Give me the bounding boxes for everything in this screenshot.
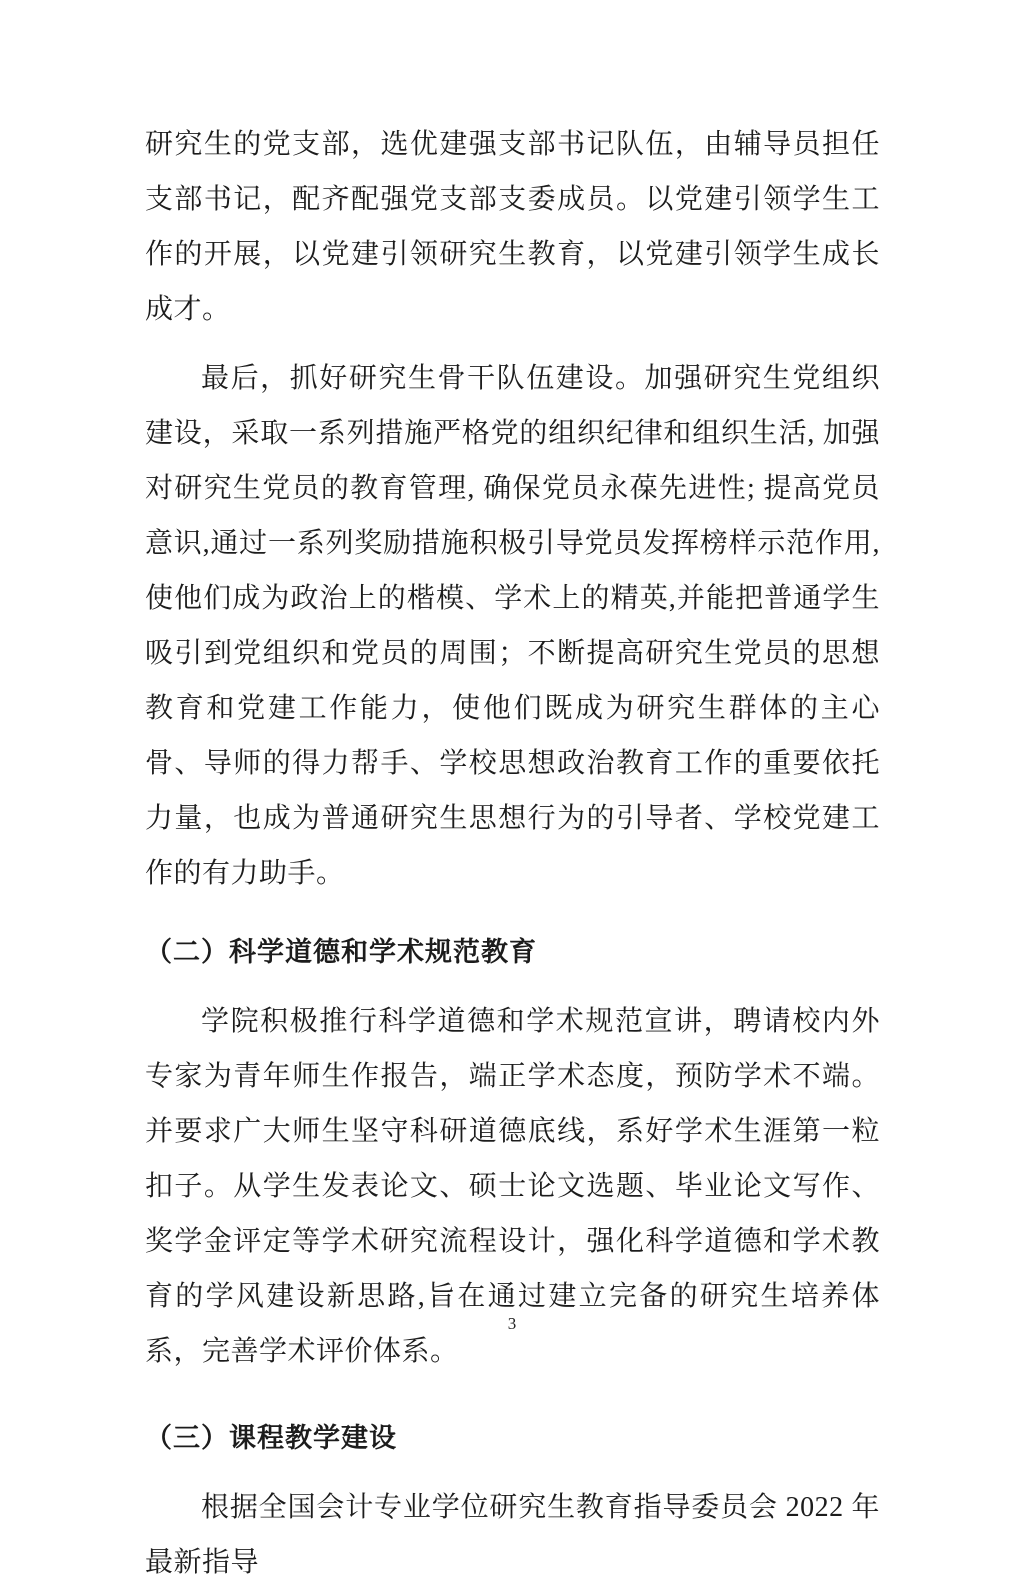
body-paragraph-academic-ethics: 学院积极推行科学道德和学术规范宣讲，聘请校内外专家为青年师生作报告，端正学术态度，预防学术不端。并要求广大师生坚守科研道德底线，系好学术生涯第一粒扣子。从学生发表论文、硕士论文选题、毕业论文写作、奖学金评定等学术研究流程设计，强化科学道德和学术教育的学风建设新思路,旨在通过建立完备的研究生培养体系，完善学术评价体系。 xyxy=(145,1006,880,1367)
section-heading-3: （三）课程教学建设 xyxy=(145,1423,397,1453)
body-paragraph-party-backbone: 最后，抓好研究生骨干队伍建设。加强研究生党组织建设，采取一系列措施严格党的组织纪律和组织生活, 加强对研究生党员的教育管理, 确保党员永葆先进性; 提高党员意识,通过一系列奖励措施积极引导党员发挥榜样示范作用, 使他们成为政治上的楷模、学术上的精英,并能把普通学生吸引到党组织和党员的周围；不断提高研究生党员的思想教育和党建工作能力，使他们既成为研究生群体的主心骨、导师的得力帮手、学校思想政治教育工作的重要依托力量，也成为普通研究生思想行为的引导者、学校党建工作的有力助手。 xyxy=(145,363,880,889)
section-heading-2: （二）科学道德和学术规范教育 xyxy=(145,937,537,967)
body-paragraph-continued: 研究生的党支部，选优建强支部书记队伍，由辅导员担任支部书记，配齐配强党支部支委成员。以党建引领学生工作的开展，以党建引领研究生教育，以党建引领学生成长成才。 xyxy=(145,129,880,325)
body-paragraph-curriculum: 根据全国会计专业学位研究生教育指导委员会 2022 年最新指导 xyxy=(145,1492,880,1578)
page-number: 3 xyxy=(507,1314,517,1333)
